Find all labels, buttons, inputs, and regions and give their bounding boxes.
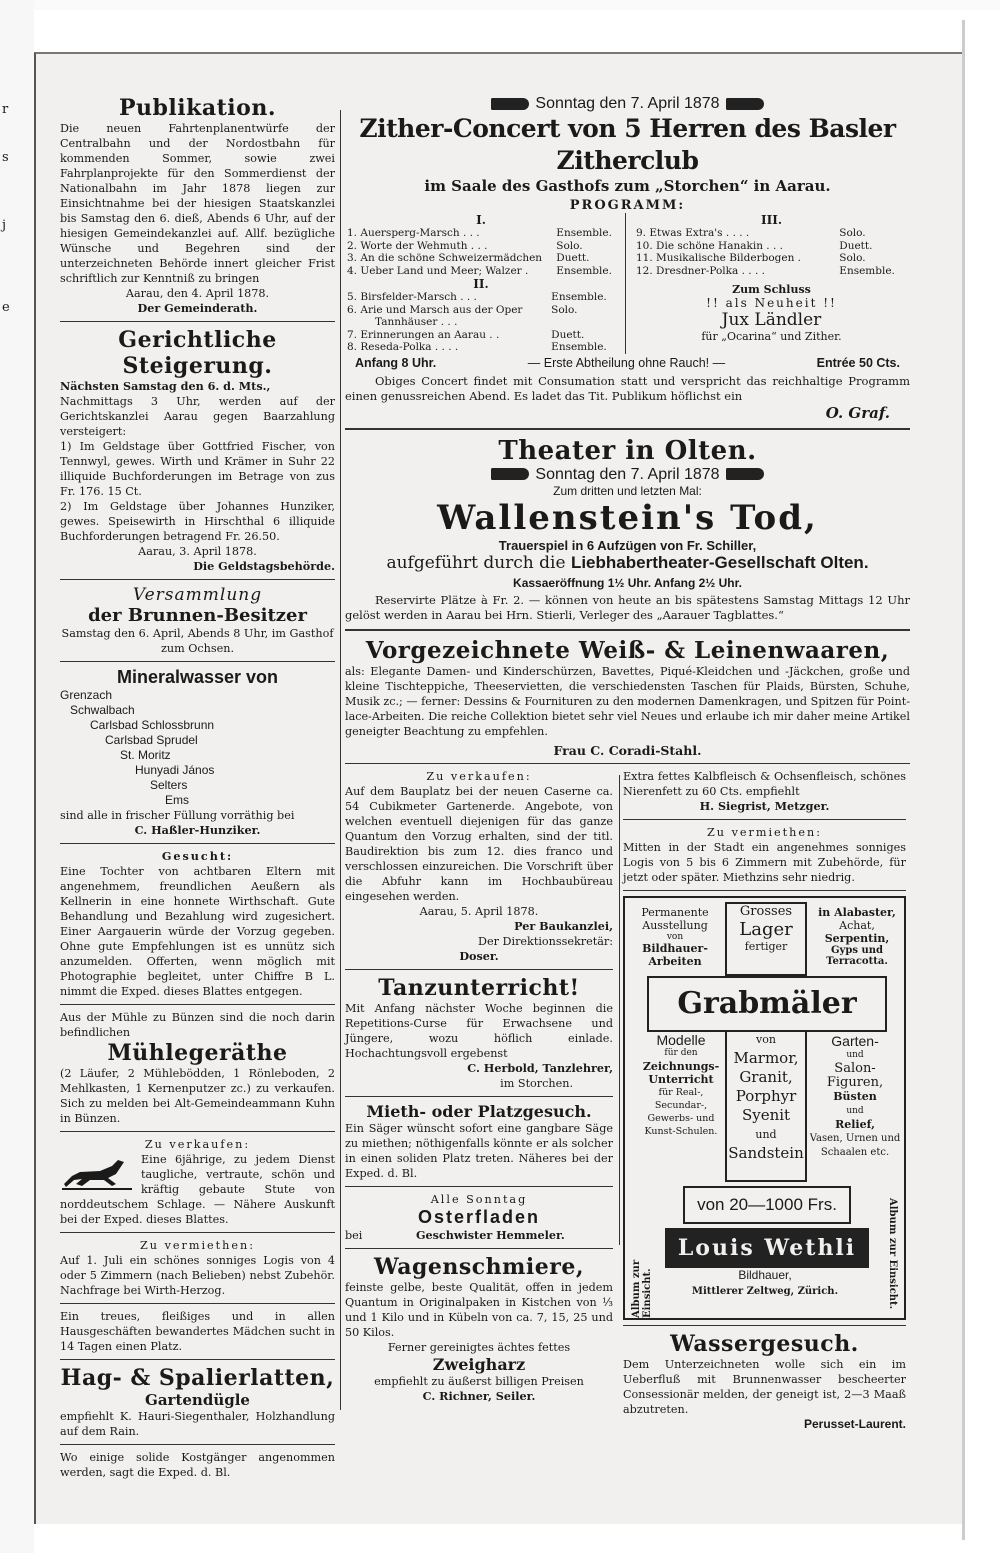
ad-logis-2 <box>623 825 906 885</box>
rule <box>623 819 906 820</box>
ad-body: Mit Anfang nächster Woche beginnen die Repetitions-Curse für Erwachsene und Jüngere, wozu höflich einlade. Hochachtungsvoll ergebenst <box>345 1001 613 1060</box>
ad-signature: Doser. <box>459 948 499 963</box>
program-title: 1. Auersperg-Marsch . . . <box>347 227 480 239</box>
program-kind: Ensemble. <box>556 264 612 277</box>
ad-title: Wassergesuch. <box>670 1330 859 1357</box>
program-row <box>345 329 617 342</box>
start-time: Anfang 8 Uhr. <box>355 355 437 370</box>
program-title: 12. Dresdner-Polka . . . . <box>636 264 765 277</box>
rule <box>60 1131 335 1132</box>
ad-signature: Geschwister Hemmeler. <box>415 1227 565 1242</box>
list-item: Selters <box>150 778 188 792</box>
ad-subtitle: Zum dritten und letzten Mal: <box>553 483 702 498</box>
grab-lager-3: fertiger <box>744 939 788 953</box>
program-row <box>345 252 617 265</box>
lower-section <box>345 769 910 1432</box>
grab-materials <box>813 906 901 967</box>
grab-stone: Syenit <box>741 1105 791 1124</box>
ad-item: 2) Im Geldstage über Johannes Hunziker, gewes. Speisewirth in Hirschthal 6 illiquide Buchforderungen betragend Fr. 26.50. <box>60 500 335 543</box>
program-kind: Duett. <box>556 252 590 264</box>
rule <box>60 1004 335 1005</box>
zither-info-line <box>355 356 900 370</box>
program-grid <box>345 213 910 354</box>
program-row <box>345 316 617 329</box>
grab-mod: für den <box>664 1047 698 1058</box>
ad-subtitle: Zweigharz <box>432 1354 526 1374</box>
grab-lager-1: Grosses <box>739 903 793 919</box>
ad-platzgesuch <box>345 1102 613 1181</box>
program-kind: Ensemble. <box>551 341 607 353</box>
list-item: Carlsbad Schlossbrunn <box>90 718 215 732</box>
play-by <box>345 553 910 573</box>
ad-muehle <box>60 1010 335 1126</box>
program-finale: Zum Schluss <box>732 283 811 296</box>
program-kind: Ensemble. <box>556 227 612 239</box>
play-times: Kassaeröffnung 1½ Uhr. Anfang 2½ Uhr. <box>513 575 742 590</box>
ad-date: Sonntag den 7. April 1878 <box>535 95 720 112</box>
ad-signature: Der Gemeinderath. <box>137 301 258 315</box>
list-item: Ems <box>165 793 189 807</box>
program-note: !! als Neuheit !! <box>706 296 837 310</box>
grab-von: von <box>666 931 684 942</box>
program-row <box>634 240 909 253</box>
rule <box>60 843 335 844</box>
program-title: 6. Arie und Marsch aus der Oper <box>347 303 523 316</box>
program-row <box>634 227 909 240</box>
program-title: Tannhäuser . . . <box>375 316 458 328</box>
list-item: Grenzach <box>60 688 113 702</box>
program-divider <box>625 213 626 354</box>
ad-date: Aarau, 5. April 1878. <box>419 904 539 918</box>
grab-perm <box>635 906 715 968</box>
ad-body: Ferner gereinigtes ächtes fettes <box>387 1340 571 1354</box>
program-row <box>345 341 617 354</box>
program-title: 8. Reseda-Polka . . . . <box>347 341 459 353</box>
ad-signature: C. Haßler-Hunziker. <box>134 823 261 837</box>
program-part: I. <box>476 213 486 227</box>
grab-name: Louis Wethli <box>665 1228 869 1268</box>
grab-gar: Salon-Figuren, <box>826 1060 884 1090</box>
page-shadow <box>962 20 965 1540</box>
program-part: II. <box>473 277 489 291</box>
ad-body: Samstag den 6. April, Abends 8 Uhr, im Gasthof zum Ochsen. <box>61 627 334 655</box>
grab-von2: von <box>756 1032 776 1046</box>
program-row <box>345 291 617 304</box>
grab-perm-title: Permanente Ausstellung <box>641 905 709 932</box>
ad-body: Nachmittags 3 Uhr, werden auf der Gerichtskanzlei Aarau gegen Baarzahlung versteigert: <box>60 395 335 438</box>
program-title: 10. Die schöne Hanakin . . . <box>636 239 783 252</box>
grab-stone: Granit, <box>739 1067 793 1086</box>
list-item: St. Moritz <box>120 748 171 762</box>
program-title: 9. Etwas Extra's . . . . <box>636 227 750 239</box>
ad-body: Auf dem Bauplatz bei der neuen Caserne ca. 54 Cubikmeter Gartenerde. Angebote, von welchen eventuell diejenigen für das ganze Quantum den Vorzug erhalten, sind der titl. Baudirektion bis zum 12. dies franco und verschlossen einzureichen. Die Vorschrift über die Abfuhr kann im Hochbaubüreau eingesehen werden. <box>345 784 613 903</box>
ad-title: Mieth- oder Platzgesuch. <box>366 1101 592 1121</box>
ad-stute <box>60 1137 335 1227</box>
rule <box>345 629 910 631</box>
ad-title: Zu vermiethen: <box>707 825 822 839</box>
ad-address: im Storchen. <box>500 1076 573 1090</box>
rule <box>60 1232 335 1233</box>
ad-wassergesuch <box>623 1331 906 1432</box>
grab-stone: und <box>755 1127 777 1141</box>
column-rule <box>340 110 341 1410</box>
rule <box>60 321 335 322</box>
ad-date: Sonntag den 7. April 1878 <box>535 465 720 483</box>
grab-gar: Garten- <box>831 1032 879 1049</box>
theater-date-line <box>345 466 910 484</box>
ad-signature: H. Siegrist, Metzger. <box>699 798 830 813</box>
list-item: Schwalbach <box>70 703 135 717</box>
rule <box>60 661 335 662</box>
mineral-list <box>60 688 335 808</box>
gutter-mark: r <box>2 102 9 117</box>
gutter-mark: j <box>2 218 7 233</box>
grab-bild: Bildhauer-Arbeiten <box>642 941 708 968</box>
grab-stone: Porphyr <box>735 1086 797 1105</box>
program-heading: PROGRAMM: <box>569 198 686 213</box>
rule <box>623 890 906 891</box>
grab-stone: Marmor, <box>733 1048 799 1067</box>
ad-kalbfleisch <box>623 769 906 814</box>
grab-mod: für Real-, Secundar-, Gewerbs- und Kunst-Schulen. <box>644 1086 718 1137</box>
ad-body: Mitten in der Stadt ein angenehmes sonniges Logis von 5 bis 6 Zimmern mit Zubehörde, für jetzt oder später. Miethzins sehr niedrig. <box>623 840 906 884</box>
program-kind: Ensemble. <box>839 264 895 277</box>
rule <box>345 969 613 970</box>
rule <box>345 1186 613 1187</box>
ad-gesucht <box>60 849 335 999</box>
grab-lager <box>725 902 807 976</box>
ad-title: Mineralwasser von <box>116 667 279 687</box>
program-note: für „Ocarina“ und Zither. <box>701 330 842 343</box>
play-title: Wallenstein's Tod, <box>437 497 818 538</box>
ad-signature: Perusset-Laurent. <box>803 1416 906 1431</box>
left-gutter <box>0 0 34 1553</box>
program-kind: Solo. <box>839 252 866 264</box>
program-table <box>345 227 617 277</box>
ad-line: Nächsten Samstag den 6. d. Mts., <box>60 379 271 393</box>
ad-item: 1) Im Geldstage über Gottfried Fischer, von Tennwyl, gewes. Wirth und Krämer in Suhr 22 illiquide Buchforderungen im Betrage von zus Fr. 176. 15 Ct. <box>60 440 335 498</box>
ad-grabmaeler <box>623 896 906 1320</box>
ad-body: sind alle in frischer Füllung vorräthig bei <box>60 809 295 822</box>
program-row <box>345 304 617 317</box>
gutter-mark: e <box>2 300 10 315</box>
rule <box>345 1248 613 1249</box>
program-kind: Solo. <box>551 303 578 316</box>
ad-date: Aarau, den 4. April 1878. <box>125 287 270 300</box>
ad-signature: C. Herbold, Tanzlehrer, <box>467 1060 613 1075</box>
grab-lager-2: Lager <box>739 918 793 940</box>
left-column <box>60 95 335 1480</box>
program-table <box>345 291 617 354</box>
ad-wagenschmiere <box>345 1254 613 1404</box>
grab-mat: Serpentin, <box>824 931 890 945</box>
rule <box>345 763 910 764</box>
ad-title: Gesucht: <box>161 849 234 863</box>
ad-body: Dem Unterzeichneten wolle sich ein im Ueberfluß mit Brunnenwasser bescheerter Consessionär melden, der geneigt ist, 2—3 Maaß abzutreten. <box>623 1357 906 1416</box>
grab-mat: Achat, <box>839 918 875 932</box>
play-by-prefix: aufgeführt durch die <box>386 552 566 573</box>
ad-publikation <box>60 95 335 316</box>
program-kind: Duett. <box>551 328 585 341</box>
ad-date: Aarau, 3. April 1878. <box>138 545 257 558</box>
ad-subtitle: der Brunnen-Besitzer <box>88 605 307 626</box>
ad-signature-line <box>345 1228 613 1243</box>
program-kind: Solo. <box>839 227 866 239</box>
program-row <box>345 240 617 253</box>
program-row <box>345 265 617 278</box>
pointing-hand-icon <box>726 468 764 480</box>
lower-right <box>623 769 906 1432</box>
ad-signature: Die Geldstagsbehörde. <box>193 559 335 573</box>
ad-hag <box>60 1365 335 1439</box>
rule <box>345 1096 613 1097</box>
list-item: Carlsbad Sprudel <box>105 733 198 747</box>
grab-gar: Büsten <box>833 1089 877 1103</box>
ad-intro: Aus der Mühle zu Bünzen sind die noch darin befindlichen <box>60 1011 335 1039</box>
program-kind: Duett. <box>839 239 873 252</box>
grab-address: Mittlerer Zeltweg, Zürich. <box>691 1285 839 1297</box>
program-table <box>634 227 909 277</box>
program-title: 3. An die schöne Schweizermädchen <box>347 252 543 264</box>
grab-price: von 20—1000 Frs. <box>683 1186 851 1224</box>
ad-title: Hag- & Spalierlatten, <box>60 1365 335 1391</box>
rule <box>345 428 910 430</box>
ad-gartenerde <box>345 769 613 964</box>
lower-left <box>345 769 613 1432</box>
ad-title: Mühlegeräthe <box>107 1040 288 1066</box>
program-row <box>634 265 909 278</box>
ad-body: Eine 6jährige, zu jedem Dienst taugliche, vertraute, schön und kräftig gebaute Stute von norddeutschem Schlage. — Nähere Auskunft bei der Exped. dieses Blattes. <box>60 1153 335 1226</box>
grab-mat: Gyps und Terracotta. <box>826 944 888 967</box>
ad-venue: im Saale des Gasthofs zum „Storchen“ in Aarau. <box>424 177 831 195</box>
ad-body: (2 Läufer, 2 Mühlebödden, 1 Rönleboden, 2 Mehlkasten, 1 Kernenputzer zc.) zu verkaufen. Sich zu melden bei Alt-Gemeindeammann Kuhn in Bünzen. <box>60 1067 335 1125</box>
right-margin <box>962 10 1000 1553</box>
ad-body: Obiges Concert findet mit Consumation statt und verspricht das reichhaltige Programm einen genussreichen Abend. Es ladet das Tit. Publikum höflichst ein <box>345 373 910 403</box>
ad-body: Ein Säger wünscht sofort eine gangbare Säge zu miethen; nöthigenfalls könnte er als solcher in einen soliden Platz treten. Näheres bei der Exped. d. Bl. <box>345 1121 613 1180</box>
ad-body: Auf 1. Juli ein schönes sonniges Logis von 4 oder 5 Zimmern (nach Belieben) nebst Zubehör. Nachfrage bei Wirth-Herzog. <box>60 1254 335 1297</box>
right-column <box>345 95 910 1432</box>
play-company: Liebhabertheater-Gesellschaft Olten. <box>570 552 869 572</box>
ad-theater <box>345 436 910 623</box>
rule <box>60 1359 335 1360</box>
ad-body: feinste gelbe, beste Qualität, offen in jedem Quantum in Originalpaken in Kistchen von ⅓ und 1 Kilo und in Kübeln von ca. 7, 15, 25 und 50 Kilos. <box>345 1280 613 1339</box>
ad-body: als: Elegante Damen- und Kinderschürzen, Bavettes, Piqué-Kleidchen und -Jäckchen, große und kleine Tischteppiche, Theeservietten, die verschiedensten Taschen für Plaids, Bürsten, Schuhe, Musik zc.; — ferner: Dessins & Fournituren zu den modernen Damenkragen, und Spitzen für Point-lace-Arbeiten. Die reiche Collektion bietet sehr viel Neues und erlaube ich mir daher meine Artikel geneigter Beachtung zu empfehlen. <box>345 664 910 738</box>
program-row <box>345 227 617 240</box>
ad-title: Zu vermiethen: <box>140 1239 255 1252</box>
gutter-mark: s <box>2 150 9 165</box>
horse-icon <box>60 1154 135 1192</box>
ad-tanz <box>345 975 613 1091</box>
grab-mat: in Alabaster, <box>818 905 896 919</box>
pointing-hand-icon <box>726 98 764 110</box>
grab-side-note: Album zur Einsicht. <box>887 1197 898 1309</box>
ad-title: Zu verkaufen: <box>144 1138 251 1151</box>
ad-title: Zu verkaufen: <box>426 769 532 783</box>
ad-kostgaenger: Wo einige solide Kostgänger angenommen werden, sagt die Exped. d. Bl. <box>60 1451 335 1479</box>
ad-osterfladen <box>345 1192 613 1243</box>
grab-trade: Bildhauer, <box>738 1267 792 1282</box>
grab-gar: Vasen, Urnen und Schaalen etc. <box>809 1132 901 1158</box>
grab-stone: Sandstein <box>728 1143 804 1162</box>
grab-mod: Modelle <box>656 1031 706 1048</box>
ad-body: empfiehlt zu äußerst billigen Preisen <box>374 1374 584 1388</box>
program-kind: Ensemble. <box>551 291 607 303</box>
program-left <box>345 213 617 354</box>
grab-title: Grabmäler <box>647 976 887 1032</box>
grab-garten <box>809 1034 901 1160</box>
grab-side-note: Album zur Einsicht. <box>631 1259 653 1318</box>
program-title: 2. Worte der Wehmuth . . . <box>347 239 488 252</box>
grab-mod: Zeichnungs-Unterricht <box>642 1059 720 1086</box>
ad-title: Tanzunterricht! <box>378 974 580 1001</box>
pointing-hand-icon <box>491 468 529 480</box>
ad-maedchen: Ein treues, fleißiges und in allen Hausgeschäften bewandertes Mädchen sucht in 14 Tagen einen Platz. <box>60 1310 335 1353</box>
ad-subtitle: Gartendügle <box>145 1391 250 1409</box>
zither-date-line <box>345 95 910 113</box>
ad-title: Osterfladen <box>417 1206 541 1227</box>
ad-title: Theater in Olten. <box>498 435 757 466</box>
entry-price: Entrée 50 Cts. <box>816 355 900 370</box>
ad-mineralwasser <box>60 667 335 838</box>
program-row <box>634 252 909 265</box>
ad-title: Vorgezeichnete Weiß- & Leinenwaaren, <box>365 636 890 664</box>
ad-weisswaaren <box>345 637 910 758</box>
rule <box>60 579 335 580</box>
ad-signature: C. Richner, Seiler. <box>422 1388 536 1403</box>
program-title: 7. Erinnerungen an Aarau . . <box>347 328 500 341</box>
rule <box>60 1303 335 1304</box>
ad-versammlung <box>60 585 335 656</box>
ad-body: empfiehlt K. Hauri-Siegenthaler, Holzhandlung auf dem Rain. <box>60 1410 335 1438</box>
page-top-edge <box>0 0 1000 10</box>
pointing-hand-icon <box>491 98 529 110</box>
list-item: Hunyadi János <box>135 763 215 777</box>
ad-title: Wagenschmiere, <box>373 1253 585 1280</box>
ad-title: Zither-Concert von 5 Herren des Basler Zitherclub <box>359 114 896 175</box>
grab-gar: Relief, <box>835 1117 875 1131</box>
program-right <box>634 213 909 354</box>
ad-org: Per Baukanzlei, <box>514 918 613 933</box>
program-finale-title: Jux Ländler <box>721 310 822 330</box>
ad-body: Eine Tochter von achtbaren Eltern mit angenehmem, freundlichen Aeußern als Kellnerin in eine honnete Wirthschaft. Gute Behandlung und Bezahlung wird zugesichert. Einer Aargauerin würde der Vorzug gegeben. Ohne gute Empfehlungen ist es unnütz sich anzumelden. Offerten, wenn möglich mit Photographie begleitet, unter Chiffre B L. nimmt die Exped. dieses Blattes entgegen. <box>60 865 335 998</box>
program-part: III. <box>760 213 783 227</box>
ad-zither <box>345 95 910 422</box>
grab-modelle <box>641 1031 721 1138</box>
grab-stones <box>725 1030 807 1182</box>
grab-gar: und <box>846 1049 864 1060</box>
grab-gar: und <box>846 1105 864 1116</box>
ad-logis-1 <box>60 1238 335 1298</box>
program-title: 11. Musikalische Bilderbogen . <box>636 252 802 264</box>
ad-body: Extra fettes Kalbfleisch & Ochsenfleisch, schönes Nierenfett zu 60 Cts. empfiehlt <box>623 769 906 798</box>
ad-title: Versammlung <box>132 585 263 605</box>
ad-role: Der Direktionssekretär: <box>478 934 613 948</box>
program-title: 4. Ueber Land und Meer; Walzer . <box>347 264 529 277</box>
ad-by: bei <box>345 1228 363 1242</box>
ad-signature: O. Graf. <box>825 403 890 422</box>
smoke-note: — Erste Abtheilung ohne Rauch! — <box>527 355 726 370</box>
ad-title: Publikation. <box>119 95 276 121</box>
play-desc: Trauerspiel in 6 Aufzügen von Fr. Schiller, <box>498 537 757 553</box>
ad-body: Reservirte Plätze à Fr. 2. — können von heute an bis spätestens Samstag Mittags 12 Uhr gelöst werden in Aarau bei Hrn. Stierli, Verleger des „Aarauer Tagblattes.“ <box>345 592 910 622</box>
ad-body: Die neuen Fahrtenplanentwürfe der Centralbahn und der Nordostbahn für kommenden Sommer, sowie zwei Fahrplanprojekte für den Sommerdienst der Nationalbahn im Jahr 1878 liegen zur Einsichtnahme bei der hiesigen Staatskanzlei bis Samstag den 6. dieß, Abends 6 Uhr, auf der hiesigen Gemeindekanzlei auf. Allf. bezügliche Wünsche und Begehren sind der unterzeichneten Behörde innert gleicher Frist schriftlich zur Kenntniß zu bringen <box>60 122 335 285</box>
rule <box>623 1325 906 1326</box>
rule <box>60 1444 335 1445</box>
program-title: 5. Birsfelder-Marsch . . . <box>347 291 477 303</box>
program-kind: Solo. <box>556 239 583 252</box>
ad-title: Gerichtliche Steigerung. <box>118 327 277 379</box>
ad-signature: Frau C. Coradi-Stahl. <box>553 742 702 758</box>
ad-pretitle: Alle Sonntag <box>430 1192 528 1206</box>
ad-steigerung <box>60 327 335 574</box>
